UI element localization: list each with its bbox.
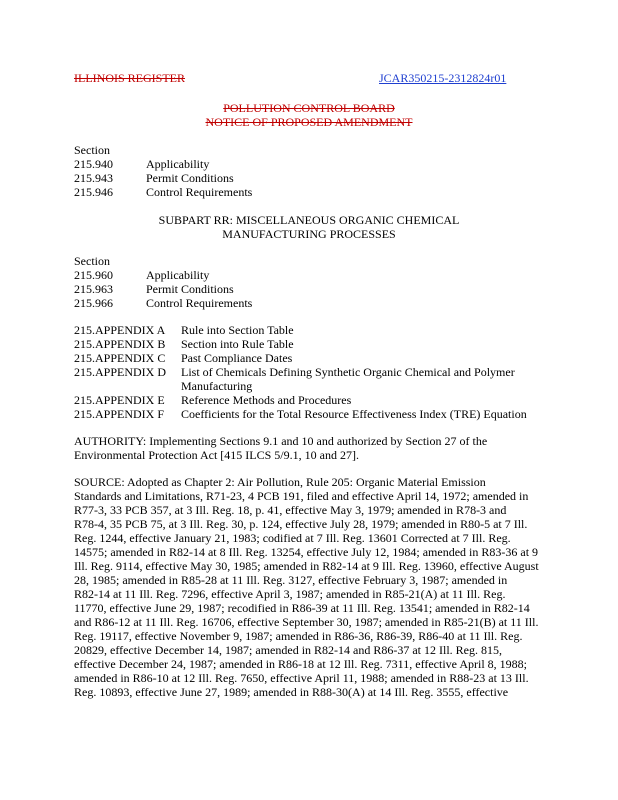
appendix-number: 215.APPENDIX E [74, 393, 165, 407]
source-line: 14575; amended in R82-14 at 8 Ill. Reg. 13254, effective July 12, 1984; amended in R83-36 at 9 [74, 545, 539, 559]
section-number: 215.946 [74, 185, 113, 199]
section-title: Control Requirements [146, 296, 253, 310]
appendix-title: Reference Methods and Procedures [181, 393, 352, 407]
appendix-title: Section into Rule Table [181, 337, 294, 351]
appendix-title: Rule into Section Table [181, 323, 294, 337]
source-line: 20829, effective December 14, 1987; amended in R82-14 and R86-37 at 12 Ill. Reg. 815, [74, 643, 503, 657]
appendix-list [74, 323, 527, 421]
subpart-heading-line2: MANUFACTURING PROCESSES [222, 227, 396, 241]
section-list-1 [74, 143, 252, 199]
appendix-row [74, 323, 527, 337]
source-line: Reg. 1244, effective January 21, 1983; codified at 7 Ill. Reg. 13601 Corrected at 7 Ill. Reg. [74, 531, 511, 545]
source-line: effective December 24, 1987; amended in R86-18 at 12 Ill. Reg. 7311, effective April 8, 1988; [74, 657, 527, 671]
authority-line: Environmental Protection Act [415 ILCS 5/9.1, 10 and 27]. [74, 448, 359, 462]
appendix-title: Coefficients for the Total Resource Effectiveness Index (TRE) Equation [181, 407, 527, 421]
source-paragraph [74, 475, 554, 699]
section-number: 215.963 [74, 282, 113, 296]
register-title: ILLINOIS REGISTER [74, 71, 185, 85]
appendix-number: 215.APPENDIX D [74, 365, 167, 379]
section-row [74, 282, 252, 296]
appendix-number: 215.APPENDIX C [74, 351, 166, 365]
source-line: R77-3, 33 PCB 357, at 3 Ill. Reg. 18, p. 41, effective May 3, 1979; amended in R78-3 and [74, 503, 507, 517]
authority-paragraph [74, 434, 554, 462]
section-row [74, 185, 252, 199]
section-title: Applicability [146, 157, 210, 171]
section-title: Permit Conditions [146, 282, 234, 296]
section-row [74, 296, 252, 310]
subpart-heading-line1: SUBPART RR: MISCELLANEOUS ORGANIC CHEMICAL [158, 213, 460, 227]
section-number: 215.943 [74, 171, 113, 185]
jcar-link[interactable]: JCAR350215-2312824r01 [379, 71, 507, 85]
appendix-number: 215.APPENDIX A [74, 323, 166, 337]
appendix-number-blank [74, 379, 181, 393]
source-line: R82-14 at 11 Ill. Reg. 7296, effective April 3, 1987; amended in R85-21(A) at 11 Ill. Reg. [74, 587, 506, 601]
notice-title: NOTICE OF PROPOSED AMENDMENT [205, 115, 413, 129]
section-number: 215.940 [74, 157, 113, 171]
section-list-2 [74, 254, 252, 310]
appendix-title-continued: Manufacturing [181, 379, 253, 393]
appendix-number: 215.APPENDIX B [74, 337, 166, 351]
section-row [74, 268, 252, 282]
source-line: 11770, effective June 29, 1987; recodified in R86-39 at 11 Ill. Reg. 13541; amended in R82-14 [74, 601, 530, 615]
section-row [74, 171, 252, 185]
section-title: Applicability [146, 268, 210, 282]
appendix-title: List of Chemicals Defining Synthetic Organic Chemical and Polymer [181, 365, 515, 379]
section-title: Control Requirements [146, 185, 253, 199]
appendix-title: Past Compliance Dates [181, 351, 293, 365]
source-line: and R86-12 at 11 Ill. Reg. 16706, effective September 30, 1987; amended in R85-21(B) at 11 Ill. [74, 615, 539, 629]
source-line: SOURCE: Adopted as Chapter 2: Air Pollution, Rule 205: Organic Material Emission [74, 475, 486, 489]
appendix-row [74, 393, 527, 407]
section-heading: Section [74, 254, 110, 268]
authority-line: AUTHORITY: Implementing Sections 9.1 and 10 and authorized by Section 27 of the [74, 434, 488, 448]
source-line: Standards and Limitations, R71-23, 4 PCB 191, filed and effective April 14, 1972; amended in [74, 489, 529, 503]
section-number: 215.966 [74, 296, 113, 310]
appendix-number: 215.APPENDIX F [74, 407, 165, 421]
appendix-row [74, 337, 527, 351]
appendix-row [74, 365, 527, 379]
source-line: Ill. Reg. 9114, effective May 30, 1985; amended in R82-14 at 9 Ill. Reg. 13960, effective August [74, 559, 539, 573]
source-line: 28, 1985; amended in R85-28 at 11 Ill. Reg. 3127, effective February 3, 1987; amended in [74, 573, 508, 587]
source-line: amended in R86-10 at 12 Ill. Reg. 7650, effective April 11, 1988; amended in R88-23 at 13 Ill. [74, 671, 529, 685]
appendix-row-continued [74, 379, 527, 393]
source-line: R78-4, 35 PCB 75, at 3 Ill. Reg. 30, p. 124, effective July 28, 1979; amended in R80-5 at 7 Ill. [74, 517, 528, 531]
source-line: Reg. 19117, effective November 9, 1987; amended in R86-36, R86-39, R86-40 at 11 Ill. Reg. [74, 629, 523, 643]
appendix-row [74, 407, 527, 421]
section-title: Permit Conditions [146, 171, 234, 185]
source-line: Reg. 10893, effective June 27, 1989; amended in R88-30(A) at 14 Ill. Reg. 3555, effective [74, 685, 509, 699]
section-row [74, 157, 252, 171]
agency-title: POLLUTION CONTROL BOARD [223, 101, 395, 115]
appendix-row [74, 351, 527, 365]
section-heading: Section [74, 143, 110, 157]
section-number: 215.960 [74, 268, 113, 282]
